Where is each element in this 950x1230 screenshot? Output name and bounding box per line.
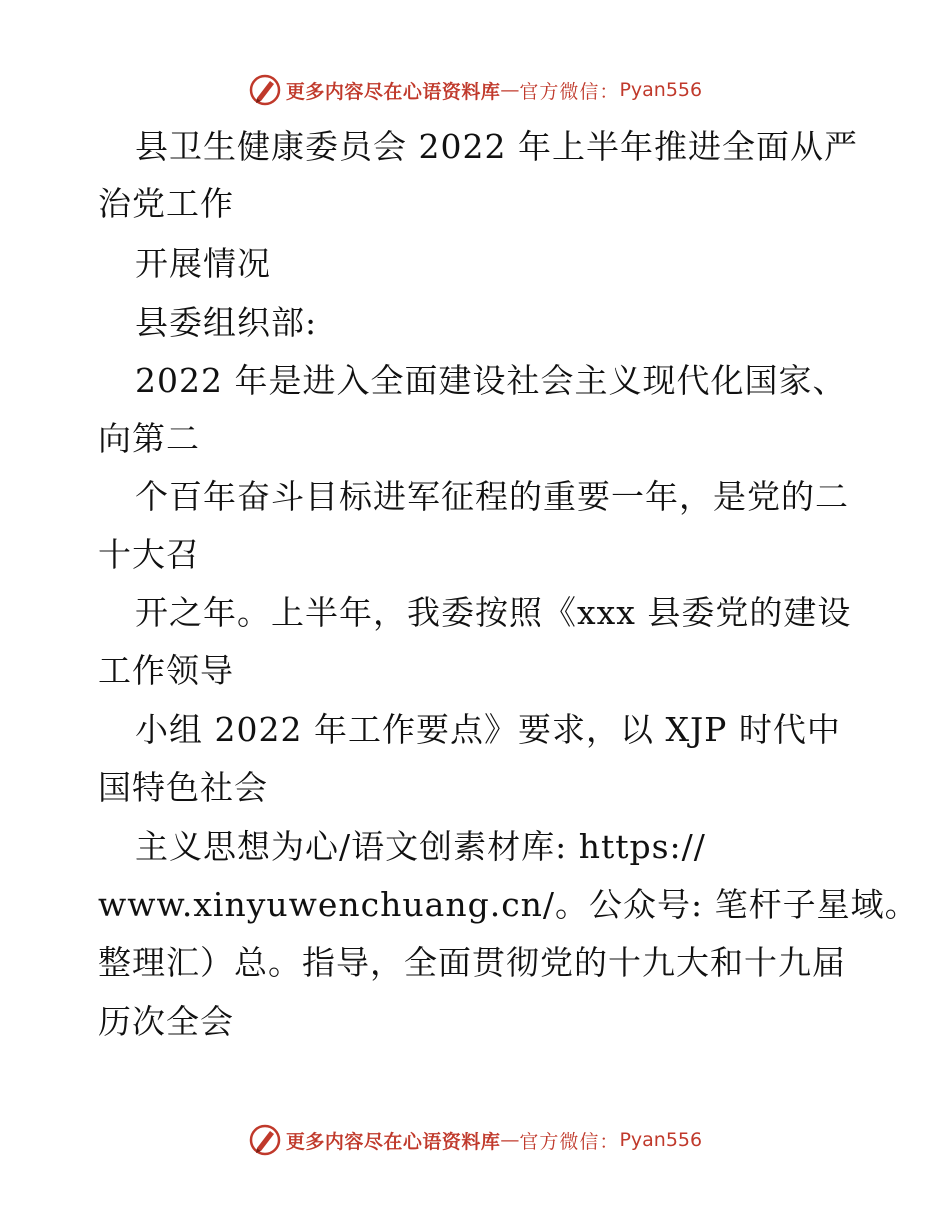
header-watermark xyxy=(0,70,950,110)
body-line: 开之年。上半年，我委按照《xxx 县委党的建设 xyxy=(135,593,852,632)
body-line: 个百年奋斗目标进军征程的重要一年，是党的二 xyxy=(135,477,849,516)
body-line: 历次全会 xyxy=(98,1002,234,1041)
body-line: 2022 年是进入全面建设社会主义现代化国家、 xyxy=(135,361,847,400)
watermark-separator: — xyxy=(500,1129,520,1151)
recipient-line: 县委组织部: xyxy=(135,303,318,342)
watermark-separator: — xyxy=(500,79,520,101)
subtitle-line: 开展情况 xyxy=(135,244,271,283)
watermark-id: Pyan556 xyxy=(619,79,703,101)
body-line: 向第二 xyxy=(98,419,200,458)
watermark-label: 官方微信： xyxy=(519,80,620,103)
footer-watermark xyxy=(0,1120,950,1160)
pen-logo-icon xyxy=(248,73,282,107)
title-line-2: 治党工作 xyxy=(98,184,234,223)
body-line: 十大召 xyxy=(98,535,200,574)
body-line: 整理汇）总。指导，全面贯彻党的十九大和十九届 xyxy=(98,943,846,982)
body-line: 国特色社会 xyxy=(98,768,268,807)
title-line-1: 县卫生健康委员会 2022 年上半年推进全面从严 xyxy=(135,127,858,166)
watermark-id: Pyan556 xyxy=(619,1129,703,1151)
watermark-text: 更多内容尽在心语资料库 xyxy=(285,80,501,103)
watermark-text: 更多内容尽在心语资料库 xyxy=(285,1130,501,1153)
body-line: 小组 2022 年工作要点》要求，以 XJP 时代中 xyxy=(135,710,841,749)
body-line: www.xinyuwenchuang.cn/。公众号: 笔杆子星域。 xyxy=(98,885,919,924)
watermark-label: 官方微信： xyxy=(519,1130,620,1153)
body-line: 工作领导 xyxy=(98,651,234,690)
pen-logo-icon xyxy=(248,1123,282,1157)
body-line: 主义思想为心/语文创素材库: https:// xyxy=(135,827,706,866)
